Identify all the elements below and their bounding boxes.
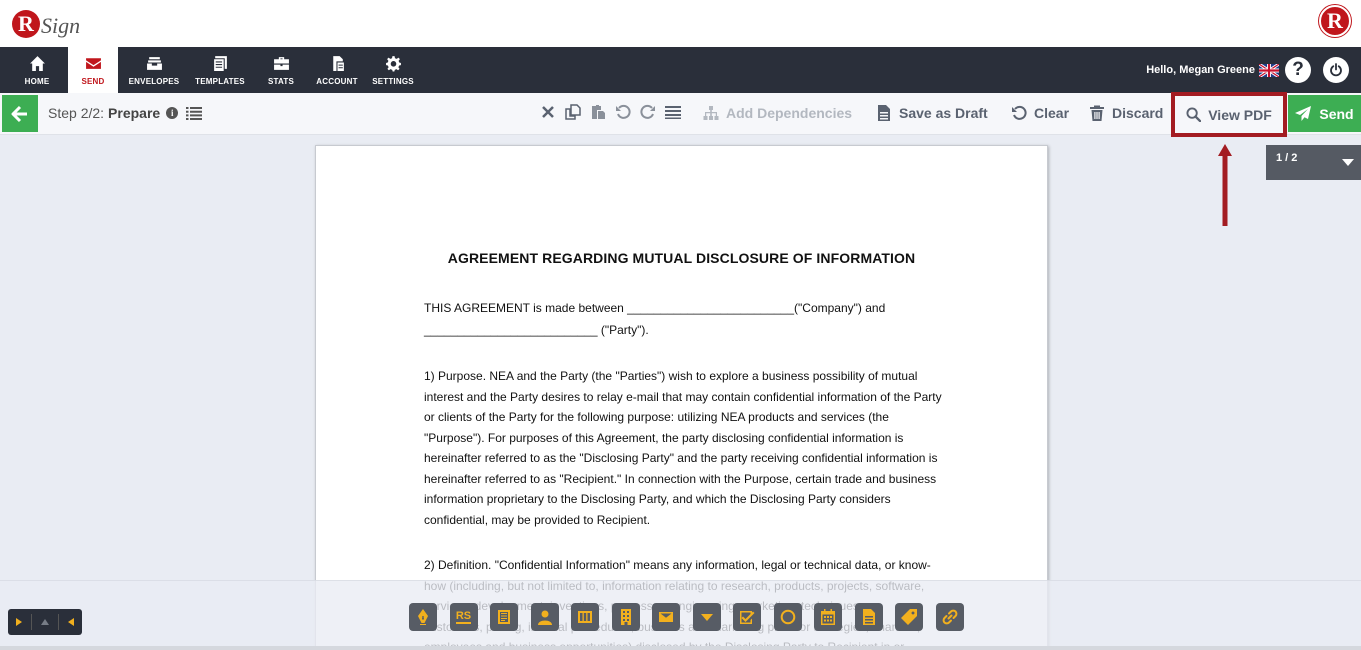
nav-templates[interactable] [190,47,250,93]
brand-badge: R [1319,5,1351,37]
add-dependencies-label: Add Dependencies [726,105,853,121]
uk-flag-icon[interactable] [1259,64,1279,77]
discard-button[interactable] [1089,105,1163,121]
page-number: 1 / 2 [1276,152,1298,164]
document-page[interactable] [315,145,1048,650]
back-button[interactable] [2,95,38,132]
initials-tool[interactable] [450,603,478,631]
doc-line: 1) Purpose. NEA and the Party (the "Parties") wish to explore a business possibility of mutual [424,369,918,383]
question-icon: ? [1292,59,1304,80]
nav-account[interactable] [312,47,362,93]
document-title: AGREEMENT REGARDING MUTUAL DISCLOSURE OF INFORMATION [447,250,916,266]
doc-line: __________________________ ("Party"). [424,323,649,337]
stamp-icon [496,609,512,625]
signature-tool[interactable] [409,603,437,631]
link-icon [942,609,958,625]
delete-x-icon[interactable] [540,104,556,120]
radio-tool[interactable] [774,603,802,631]
send-button[interactable] [1288,95,1361,132]
doc-line: confidential, may be provided to Recipient. [424,512,651,527]
sitemap-icon [703,105,719,121]
briefcase-icon [273,55,290,72]
envelope-icon [658,609,674,625]
power-icon [1329,63,1343,77]
building-icon [618,609,634,625]
text-tool[interactable] [855,603,883,631]
caret-down-icon [1342,159,1354,166]
clear-button[interactable] [1011,105,1069,121]
text-file-icon [861,609,877,625]
label-tool[interactable] [895,603,923,631]
help-button[interactable] [1285,57,1311,83]
add-dependencies-button[interactable] [703,105,852,121]
dropdown-icon [699,609,715,625]
doc-line: "Purpose"). For purposes of this Agreement, the party disclosing confidential information is [424,430,904,445]
doc-line: hereinafter referred to as "Recipient." In connection with the Purpose, certain trade and business [424,471,937,486]
trash-icon [1089,105,1105,121]
field-tool-palette [409,603,976,631]
document-icon [329,55,346,72]
align-icon[interactable] [665,104,681,120]
next-page-icon[interactable] [16,618,22,626]
search-icon [1186,107,1201,122]
divider [58,614,59,630]
logo-text: Sign [41,13,81,38]
checkbox-tool[interactable] [733,603,761,631]
clear-label: Clear [1034,105,1070,121]
reset-icon [1011,105,1027,121]
columns-icon [577,609,593,625]
step-indicator [48,105,202,121]
template-icon [212,55,229,72]
email-tool[interactable] [652,603,680,631]
pen-icon [415,609,431,625]
checkbox-icon [739,609,755,625]
scroll-up-icon[interactable] [41,619,49,625]
view-pdf-label: View PDF [1208,106,1272,123]
date-tool[interactable] [814,603,842,631]
title-tool[interactable] [571,603,599,631]
logo-mark: R [12,10,40,38]
info-icon[interactable]: i [166,107,178,119]
radio-icon [780,609,796,625]
list-icon[interactable] [186,106,202,120]
nav-settings[interactable] [368,47,418,93]
name-tool[interactable] [531,603,559,631]
save-draft-label: Save as Draft [899,105,988,121]
copy-icon[interactable] [565,104,581,120]
file-text-icon [876,105,892,121]
brand-bar [0,0,1361,47]
page-selector[interactable] [1266,145,1361,180]
discard-label: Discard [1112,105,1164,121]
paper-plane-icon [1295,106,1311,122]
arrow-left-icon [11,105,29,123]
send-label: Send [1319,105,1354,122]
nav-send[interactable] [68,47,118,93]
step-name: Prepare [108,105,161,121]
save-draft-button[interactable] [876,105,988,121]
nav-label: STATS [267,76,295,86]
step-prefix: Step 2/2: [48,105,105,121]
nav-label: ENVELOPES [128,76,180,86]
main-nav [0,47,1361,93]
nav-label: HOME [24,76,50,86]
annotation-arrow [1216,140,1234,228]
mail-icon [85,55,102,72]
nav-label: ACCOUNT [316,76,358,86]
undo-icon[interactable] [615,104,631,120]
inbox-icon [146,55,163,72]
page-nav-control [8,609,82,635]
hyperlink-tool[interactable] [936,603,964,631]
nav-envelopes[interactable] [124,47,184,93]
calendar-icon [820,609,836,625]
dropdown-tool[interactable] [693,603,721,631]
prev-page-icon[interactable] [68,618,74,626]
nav-home[interactable] [12,47,62,93]
rs-initials-icon: RS [455,609,472,622]
person-icon [537,609,553,625]
nav-label: SEND [81,76,105,86]
doc-line: interest and the Party desires to relay e-mail that may contain confidential information of the Party [424,389,942,404]
logout-button[interactable] [1323,57,1349,83]
stamp-tool[interactable] [490,603,518,631]
doc-line: 2) Definition. "Confidential Information" means any information, legal or technical data, or know- [424,558,931,572]
bottom-strip [0,646,1361,650]
view-pdf-button[interactable] [1171,92,1287,137]
home-icon [29,55,46,72]
doc-line: or clients of the Party for the following purpose: utilizing NEA products and services (the [424,410,889,424]
rsign-logo[interactable] [12,6,80,42]
nav-stats[interactable] [256,47,306,93]
tag-icon [901,609,917,625]
paste-icon[interactable] [590,104,606,120]
nav-label: SETTINGS [372,76,414,86]
doc-line: THIS AGREEMENT is made between _________________________("Company") and [424,301,886,315]
company-tool[interactable] [612,603,640,631]
gear-icon [385,55,402,72]
prepare-toolbar [0,93,1361,135]
redo-icon[interactable] [640,104,656,120]
doc-line: hereinafter referred to as the "Disclosing Party" and the party receiving confidential information is [424,451,938,465]
divider [31,614,32,630]
user-greeting: Hello, Megan Greene [1146,64,1255,76]
nav-label: TEMPLATES [195,76,245,86]
doc-line: information proprietary to the Disclosing Party, and which the Disclosing Party considers [424,492,891,506]
